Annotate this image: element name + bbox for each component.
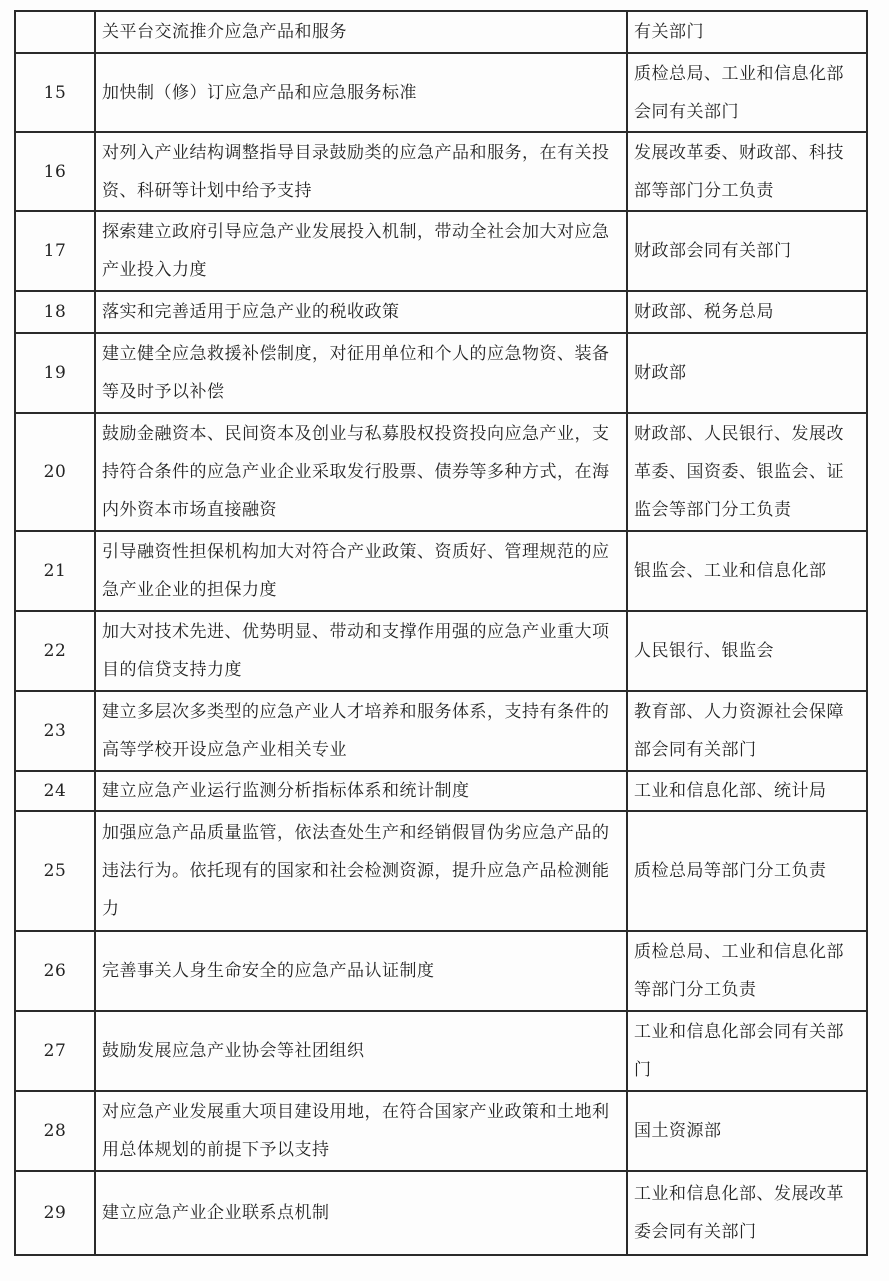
task-item: 建立应急产业运行监测分析指标体系和统计制度 xyxy=(95,771,627,811)
task-item: 建立应急产业企业联系点机制 xyxy=(95,1171,627,1255)
row-number: 22 xyxy=(15,611,95,691)
row-number: 19 xyxy=(15,333,95,413)
task-item: 对列入产业结构调整指导目录鼓励类的应急产品和服务，在有关投资、科研等计划中给予支持 xyxy=(95,132,627,211)
task-item: 引导融资性担保机构加大对符合产业政策、资质好、管理规范的应急产业企业的担保力度 xyxy=(95,531,627,611)
table-row xyxy=(15,1011,867,1091)
table-row xyxy=(15,931,867,1011)
responsible-department: 财政部会同有关部门 xyxy=(627,211,867,291)
row-number: 16 xyxy=(15,132,95,211)
row-number: 27 xyxy=(15,1011,95,1091)
responsible-department: 质检总局等部门分工负责 xyxy=(627,811,867,931)
task-item: 加大对技术先进、优势明显、带动和支撑作用强的应急产业重大项目的信贷支持力度 xyxy=(95,611,627,691)
task-item: 对应急产业发展重大项目建设用地，在符合国家产业政策和土地利用总体规划的前提下予以支持 xyxy=(95,1091,627,1171)
row-number: 20 xyxy=(15,413,95,531)
row-number: 15 xyxy=(15,53,95,132)
responsible-department: 财政部、人民银行、发展改革委、国资委、银监会、证监会等部门分工负责 xyxy=(627,413,867,531)
responsible-department: 工业和信息化部会同有关部门 xyxy=(627,1011,867,1091)
table-row xyxy=(15,811,867,931)
row-number: 21 xyxy=(15,531,95,611)
responsible-department: 财政部、税务总局 xyxy=(627,291,867,333)
table-row xyxy=(15,1091,867,1171)
task-item: 鼓励金融资本、民间资本及创业与私募股权投资投向应急产业，支持符合条件的应急产业企业采取发行股票、债券等多种方式，在海内外资本市场直接融资 xyxy=(95,413,627,531)
task-item: 落实和完善适用于应急产业的税收政策 xyxy=(95,291,627,333)
row-number: 29 xyxy=(15,1171,95,1255)
table-row xyxy=(15,53,867,132)
task-item: 加强应急产品质量监管，依法查处生产和经销假冒伪劣应急产品的违法行为。依托现有的国家和社会检测资源，提升应急产品检测能力 xyxy=(95,811,627,931)
table-row xyxy=(15,333,867,413)
task-division-table xyxy=(14,10,868,1256)
table-row xyxy=(15,1171,867,1255)
responsible-department: 工业和信息化部、统计局 xyxy=(627,771,867,811)
table-row xyxy=(15,611,867,691)
task-item: 鼓励发展应急产业协会等社团组织 xyxy=(95,1011,627,1091)
task-item: 完善事关人身生命安全的应急产品认证制度 xyxy=(95,931,627,1011)
responsible-department: 有关部门 xyxy=(627,11,867,53)
row-number: 24 xyxy=(15,771,95,811)
responsible-department: 质检总局、工业和信息化部会同有关部门 xyxy=(627,53,867,132)
responsible-department: 人民银行、银监会 xyxy=(627,611,867,691)
task-item: 关平台交流推介应急产品和服务 xyxy=(95,11,627,53)
row-number: 25 xyxy=(15,811,95,931)
responsible-department: 质检总局、工业和信息化部等部门分工负责 xyxy=(627,931,867,1011)
row-number: 18 xyxy=(15,291,95,333)
task-item: 建立多层次多类型的应急产业人才培养和服务体系，支持有条件的高等学校开设应急产业相关专业 xyxy=(95,691,627,771)
row-number: 23 xyxy=(15,691,95,771)
row-number: 17 xyxy=(15,211,95,291)
table-row xyxy=(15,771,867,811)
row-number xyxy=(15,11,95,53)
task-item: 加快制（修）订应急产品和应急服务标准 xyxy=(95,53,627,132)
responsible-department: 发展改革委、财政部、科技部等部门分工负责 xyxy=(627,132,867,211)
row-number: 26 xyxy=(15,931,95,1011)
table-row xyxy=(15,11,867,53)
table-row xyxy=(15,531,867,611)
responsible-department: 工业和信息化部、发展改革委会同有关部门 xyxy=(627,1171,867,1255)
responsible-department: 国土资源部 xyxy=(627,1091,867,1171)
task-item: 建立健全应急救援补偿制度，对征用单位和个人的应急物资、装备等及时予以补偿 xyxy=(95,333,627,413)
task-item: 探索建立政府引导应急产业发展投入机制，带动全社会加大对应急产业投入力度 xyxy=(95,211,627,291)
table-row xyxy=(15,691,867,771)
table-row xyxy=(15,211,867,291)
responsible-department: 银监会、工业和信息化部 xyxy=(627,531,867,611)
table-row xyxy=(15,413,867,531)
responsible-department: 教育部、人力资源社会保障部会同有关部门 xyxy=(627,691,867,771)
table-row xyxy=(15,132,867,211)
row-number: 28 xyxy=(15,1091,95,1171)
responsible-department: 财政部 xyxy=(627,333,867,413)
table-row xyxy=(15,291,867,333)
